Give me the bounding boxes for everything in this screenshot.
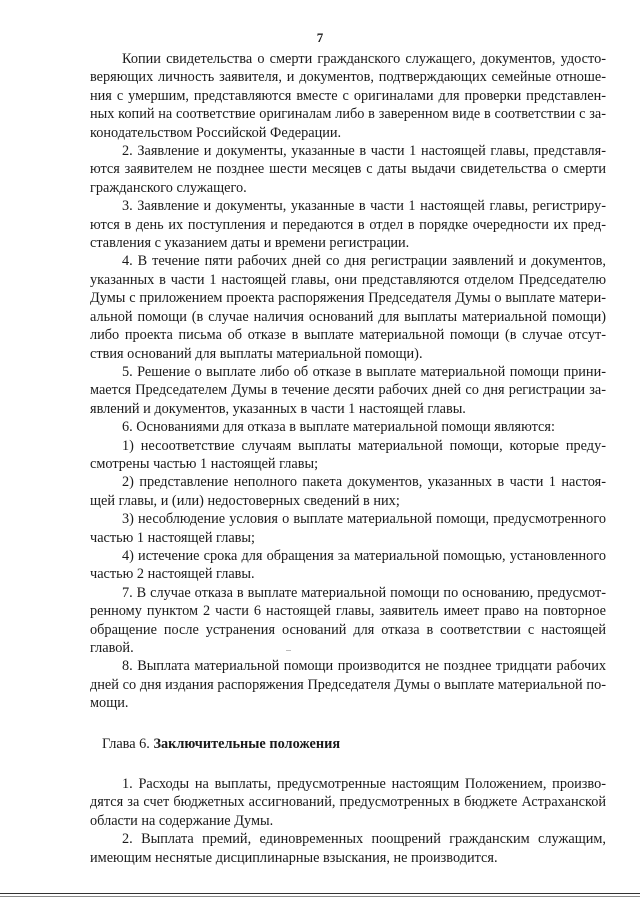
paragraph-7-reapplication: 7. В случае отказа в выплате материальной помощи по основанию, предусмотренному пунктом 2 части 6 настоящей главы, заявитель имеет право на повторное обращение после устранения оснований для отказа в соответствии с настоящей главой.: [90, 584, 606, 656]
page-number: 7: [316, 30, 324, 45]
scan-speck: [286, 650, 291, 651]
list-item-ground-1: 1) несоответствие случаям выплаты материальной помощи, которые предусмотрены частью 1 настоящей главы;: [90, 437, 606, 472]
list-item-ground-3: 3) несоблюдение условия о выплате материальной помощи, предусмотренного частью 1 настоящей главы;: [90, 511, 606, 546]
bottom-rule-secondary: [0, 896, 640, 897]
document-body: [90, 50, 606, 867]
paragraph-3-registration: 3. Заявление и документы, указанные в части 1 настоящей главы, регистрируются в день их поступления и передаются в отдел в порядке очередности их представления с указанием даты и времени регистрации.: [90, 198, 606, 252]
chapter-heading: [90, 735, 606, 753]
chapter-title: Заключительные положения: [153, 735, 341, 752]
paragraph-8-payment-term: 8. Выплата материальной помощи производится не позднее тридцати рабочих дней со дня издания распоряжения Председателя Думы о выплате материальной помощи.: [90, 658, 606, 712]
paragraph-5-decision: 5. Решение о выплате либо об отказе в выплате материальной помощи принимается Председателем Думы в течение десяти рабочих дней со дня регистрации заявлений и документов, указанных в части 1 настоящей главы.: [90, 363, 606, 417]
paragraph-death-certificate-copies: Копии свидетельства о смерти гражданского служащего, документов, удостоверяющих личность заявителя, и документов, подтверждающих семейные отношения с умершим, представляются вместе с оригиналами для проверки представленных копий на соответствие оригиналам либо в заверенном виде в соответствии с законодательством Российской Федерации.: [90, 51, 606, 141]
paragraph-4-submission: 4. В течение пяти рабочих дней со дня регистрации заявлений и документов, указанных в части 1 настоящей главы, они представляются отделом Председателю Думы с приложением проекта распоряжения Председателя Думы о выплате материальной помощи (в случае наличия оснований для выплаты материальной помощи) либо проекта письма об отказе в выплате материальной помощи (в случае отсутствия оснований для выплаты материальной помощи).: [90, 253, 606, 362]
paragraph-6-refusal-grounds: 6. Основаниями для отказа в выплате материальной помощи являются:: [122, 419, 555, 436]
paragraph-2-deadline: 2. Заявление и документы, указанные в части 1 настоящей главы, представляются заявителем не позднее шести месяцев с даты выдачи свидетельства о смерти гражданского служащего.: [90, 143, 606, 196]
chapter-prefix: Глава 6.: [102, 735, 154, 752]
final-paragraph-1-expenses: 1. Расходы на выплаты, предусмотренные настоящим Положением, производятся за счет бюджетных ассигнований, предусмотренных в бюджете Астраханской области на содержание Думы.: [90, 776, 606, 829]
list-item-ground-2: 2) представление неполного пакета документов, указанных в части 1 настоящей главы, и (или) недостоверных сведений в них;: [90, 474, 606, 509]
bottom-rule: [0, 893, 640, 894]
final-paragraph-2-bonuses: 2. Выплата премий, единовременных поощрений гражданским служащим, имеющим неснятые дисциплинарные взыскания, не производится.: [90, 831, 606, 866]
list-item-ground-4: 4) истечение срока для обращения за материальной помощью, установленного частью 2 настоящей главы.: [90, 547, 606, 583]
